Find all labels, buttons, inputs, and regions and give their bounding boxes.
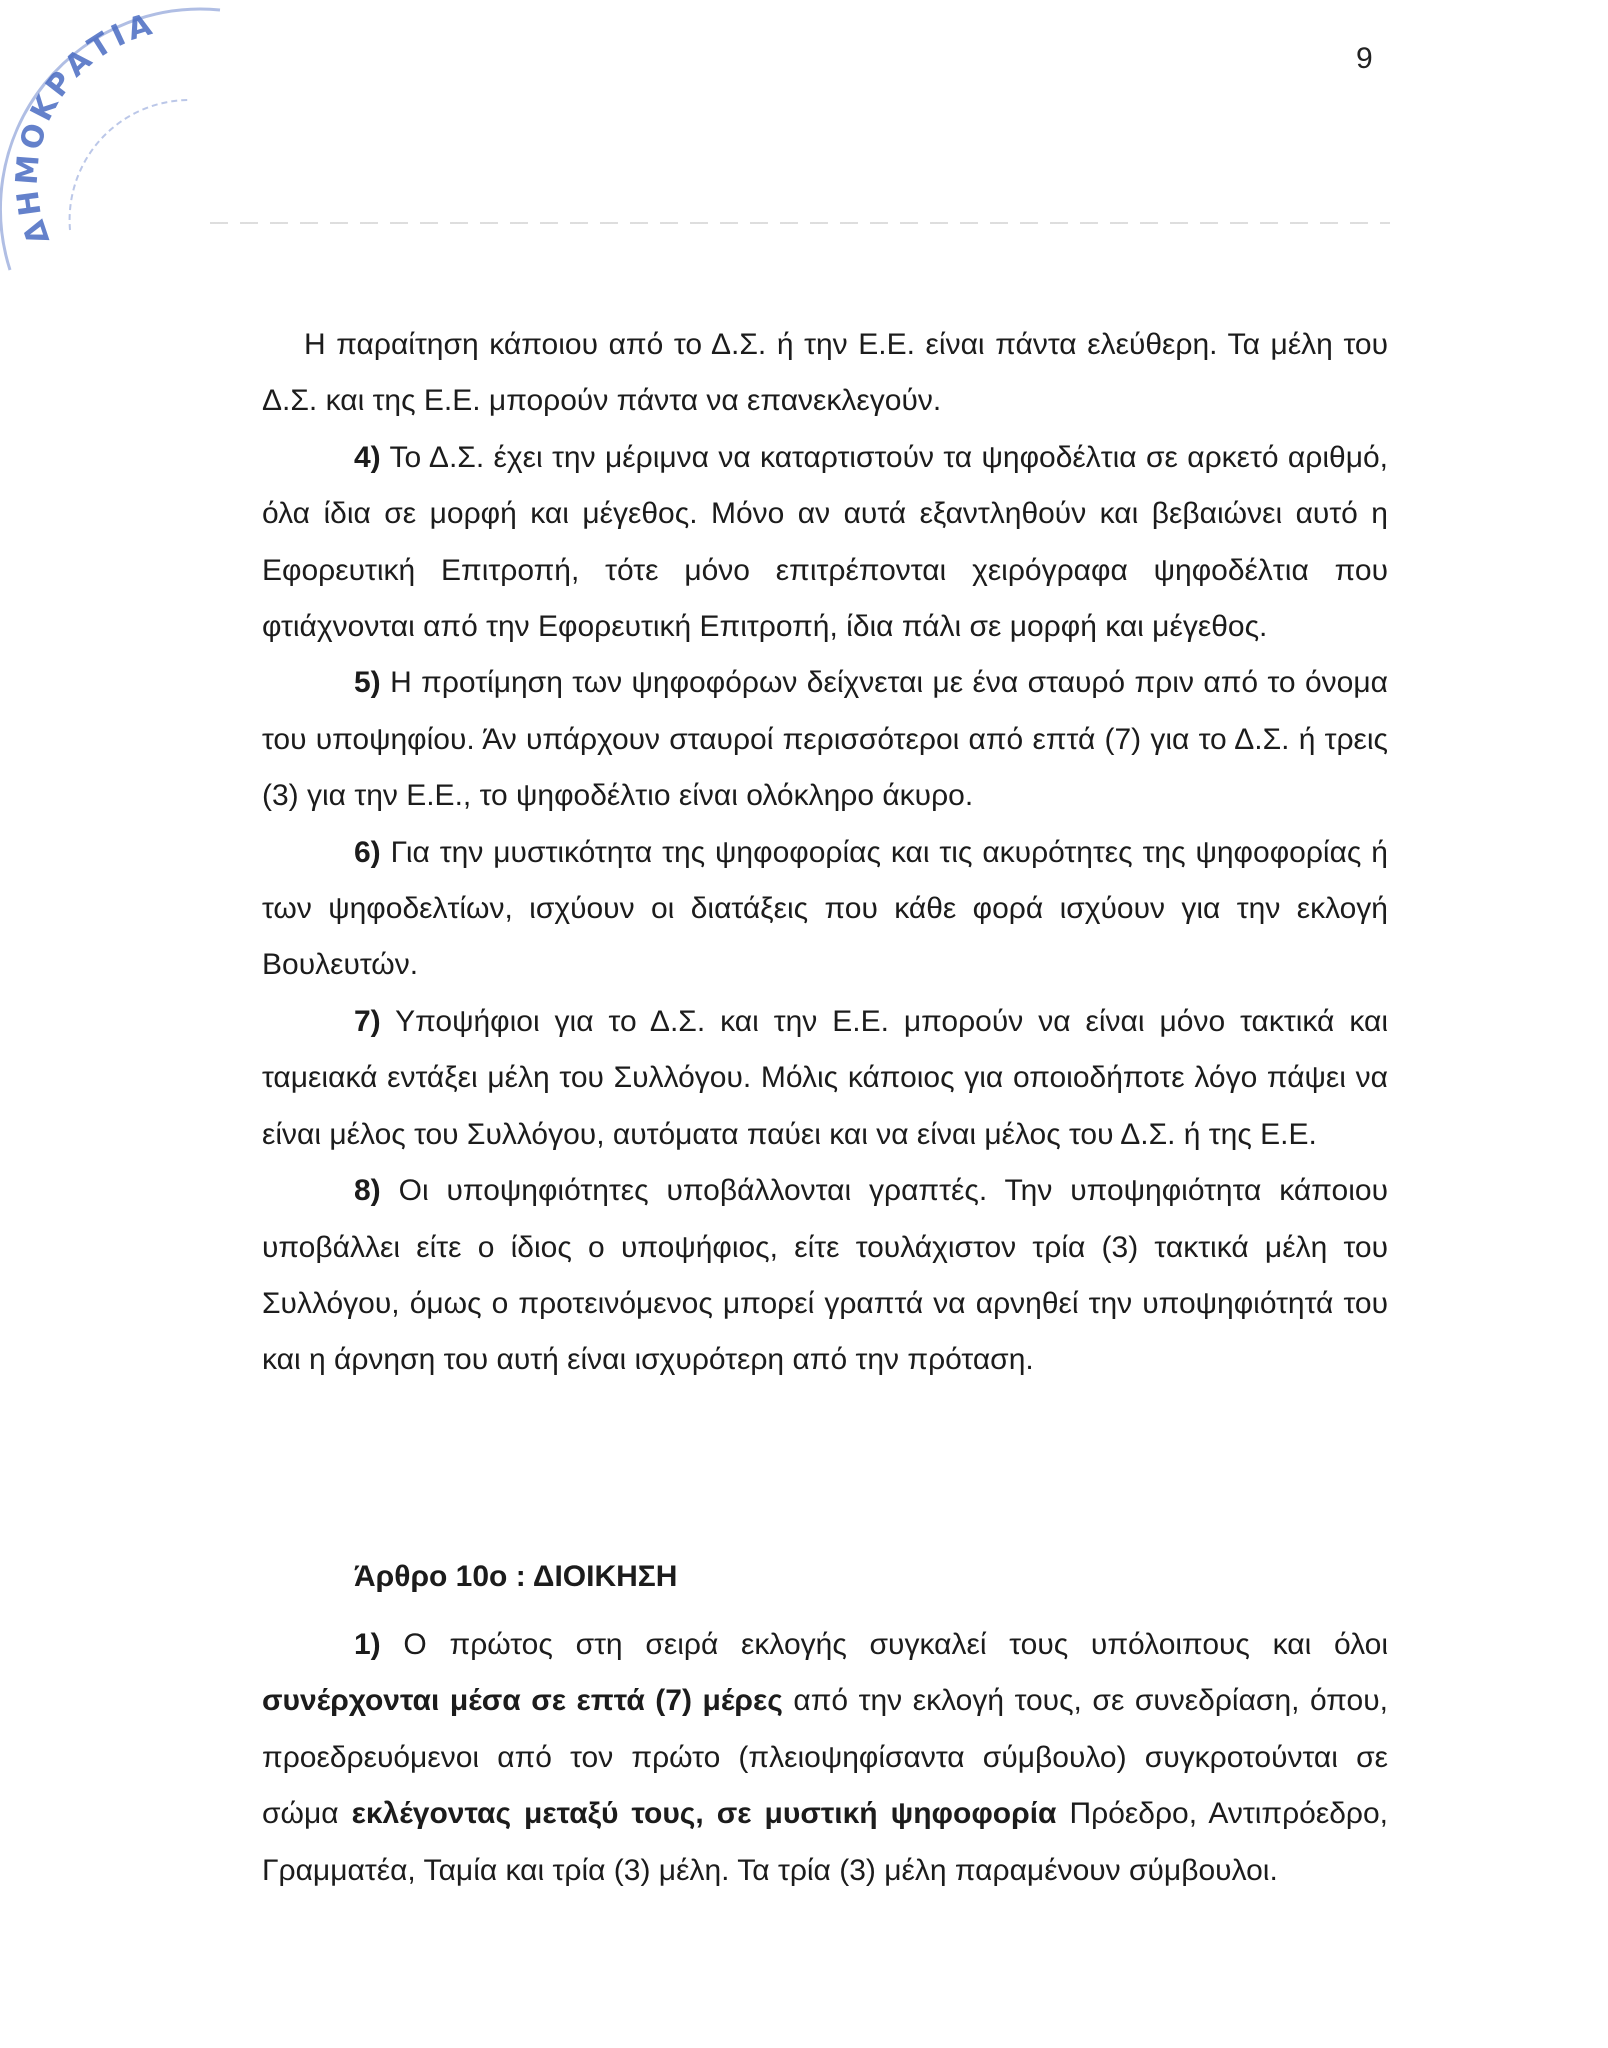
faded-header-rule: [210, 222, 1390, 224]
seal-stamp: [0, 0, 280, 290]
article-10-body: [262, 1617, 1388, 1899]
paragraph-4: 4) Το Δ.Σ. έχει την μέριμνα να καταρτιστούν τα ψηφοδέλτια σε αρκετό αριθμό, όλα ίδια σε μορφή και μέγεθος. Μόνο αν αυτά εξαντληθούν και βεβαιώνει αυτό η Εφορευτική Επιτροπή, τότε μόνο επιτρέπονται χειρόγραφα ψηφοδέλτια που φτιάχνονται από την Εφορευτική Επιτροπή, ίδια πάλι σε μορφή και μέγεθος.: [262, 440, 1388, 644]
article-10-heading: Άρθρο 10ο : ΔΙΟΙΚΗΣΗ: [354, 1560, 678, 1593]
item-number: 4): [354, 440, 381, 474]
paragraph-8: 8) Οι υποψηφιότητες υποβάλλονται γραπτές. Την υποψηφιότητα κάποιου υποβάλλει είτε ο ίδιος ο υποψήφιος, είτε τουλάχιστον τρία (3) τακτικά μέλη του Συλλόγου, όμως ο προτεινόμενος μπορεί γραπτά να αρνηθεί την υποψηφιότητά του και η άρνηση του αυτή είναι ισχυρότερη από την πρόταση.: [262, 1174, 1388, 1377]
paragraph-6: 6) Για την μυστικότητα της ψηφοφορίας και τις ακυρότητες της ψηφοφορίας ή των ψηφοδελτίων, ισχύουν οι διατάξεις που κάθε φορά ισχύουν για την εκλογή Βουλευτών.: [262, 835, 1388, 982]
paragraph-7: 7) Υποψήφιοι για το Δ.Σ. και την Ε.Ε. μπορούν να είναι μόνο τακτικά και ταμειακά εντάξει μέλη του Συλλόγου. Μόλις κάποιος για οποιοδήποτε λόγο πάψει να είναι μέλος του Συλλόγου, αυτόματα παύει και να είναι μέλος του Δ.Σ. ή της Ε.Ε.: [262, 1004, 1388, 1151]
bold-phrase: συνέρχονται μέσα σε επτά (7) μέρες: [262, 1684, 783, 1718]
paragraph-resignation: Η παραίτηση κάποιου από το Δ.Σ. ή την Ε.Ε. είναι πάντα ελεύθερη. Τα μέλη του Δ.Σ. και της Ε.Ε. μπορούν πάντα να επανεκλεγούν.: [262, 328, 1388, 418]
stamp-text: ΔΗΜΟΚΡΑΤΙΑ: [9, 6, 160, 249]
page-number: 9: [1356, 42, 1373, 75]
article-9-continuation: [262, 317, 1388, 1389]
item-number: 7): [354, 1004, 381, 1038]
item-number: 1): [354, 1628, 381, 1661]
item-number: 6): [354, 835, 381, 869]
svg-text:ΔΗΜΟΚΡΑΤΙΑ: [10, 6, 160, 248]
item-number: 8): [354, 1174, 381, 1208]
paragraph-5: 5) Η προτίμηση των ψηφοφόρων δείχνεται με ένα σταυρό πριν από το όνομα του υποψηφίου. Άν υπάρχουν σταυροί περισσότεροι από επτά (7) για το Δ.Σ. ή τρεις (3) για την Ε.Ε., το ψηφοδέλτιο είναι ολόκληρο άκυρο.: [262, 666, 1388, 813]
paragraph-10-1: 1) Ο πρώτος στη σειρά εκλογής συγκαλεί τους υπόλοιπους και όλοι συνέρχονται μέσα σε επτά (7) μέρες από την εκλογή τους, σε συνεδρίαση, όπου, προεδρευόμενοι από τον πρώτο (πλειοψηφίσαντα σύμβουλο) συγκροτούνται σε σώμα εκλέγοντας μεταξύ τους, σε μυστική ψηφοφορία Πρόεδρο, Αντιπρόεδρο, Γραμματέα, Ταμία και τρία (3) μέλη. Τα τρία (3) μέλη παραμένουν σύμβουλοι.: [262, 1628, 1388, 1887]
item-number: 5): [354, 666, 381, 700]
bold-phrase: εκλέγοντας μεταξύ τους, σε μυστική ψηφοφορία: [351, 1797, 1057, 1831]
